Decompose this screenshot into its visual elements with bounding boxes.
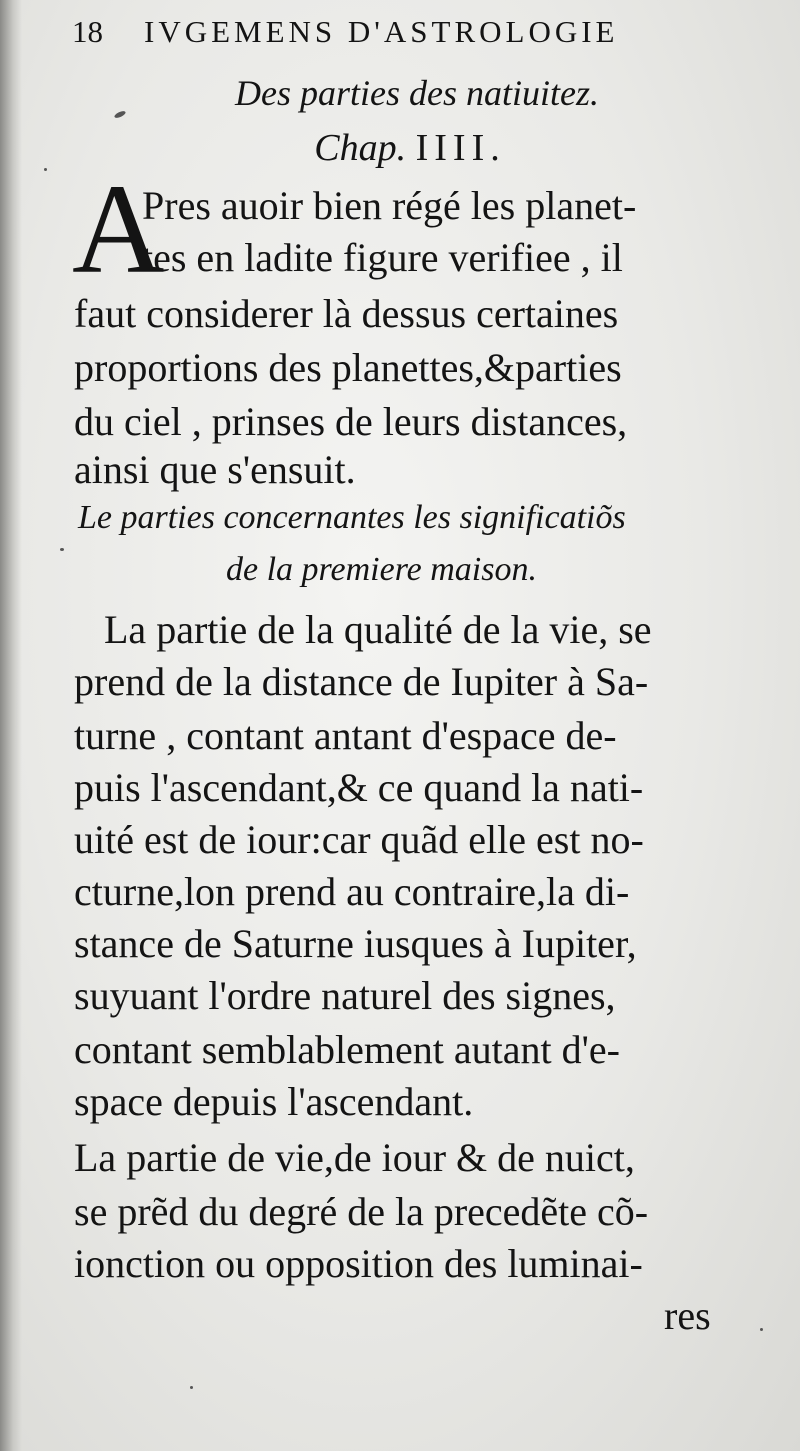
subheading-line: Le parties concernantes les significatiõs bbox=[78, 499, 626, 536]
ink-speck bbox=[44, 168, 47, 171]
paragraph2-line: cturne,lon prend au contraire,la di- bbox=[74, 869, 630, 914]
paragraph1-line: Pres auoir bien régé les planet- bbox=[142, 183, 637, 228]
paragraph2-line: stance de Saturne iusques à Iupiter, bbox=[74, 921, 637, 966]
paragraph2-line: prend de la distance de Iupiter à Sa- bbox=[74, 659, 649, 704]
paragraph3-line: se prẽd du degré de la precedẽte cõ- bbox=[74, 1189, 649, 1234]
paragraph2-line: La partie de la qualité de la vie, se bbox=[104, 607, 652, 652]
chapter-title: Des parties des natiuitez. bbox=[235, 73, 599, 113]
running-title: IVGEMENS D'ASTROLOGIE bbox=[144, 14, 619, 49]
paragraph2-line: puis l'ascendant,& ce quand la nati- bbox=[74, 765, 644, 810]
subheading-line: de la premiere maison. bbox=[226, 551, 537, 588]
page-number: 18 bbox=[72, 14, 103, 49]
paragraph1-line: tes en ladite figure verifiee , il bbox=[142, 235, 623, 280]
chapter-number: IIII. bbox=[415, 127, 506, 169]
paragraph2-line: contant semblablement autant d'e- bbox=[74, 1027, 620, 1072]
paragraph1-line: proportions des planettes,&parties bbox=[74, 345, 622, 390]
paragraph3-line: La partie de vie,de iour & de nuict, bbox=[74, 1135, 635, 1180]
paragraph3-line: ionction ou opposition des luminai- bbox=[74, 1241, 643, 1286]
paragraph1-line: du ciel , prinses de leurs distances, bbox=[74, 399, 628, 444]
catchword: res bbox=[664, 1293, 711, 1338]
ink-speck bbox=[760, 1328, 763, 1331]
drop-cap: A bbox=[72, 158, 165, 300]
ink-speck bbox=[60, 548, 64, 551]
paragraph2-line: suyuant l'ordre naturel des signes, bbox=[74, 973, 616, 1018]
paragraph1-line: faut considerer là dessus certaines bbox=[74, 291, 619, 336]
paragraph1-line: ainsi que s'ensuit. bbox=[74, 447, 356, 492]
chapter-label: Chap. bbox=[314, 127, 407, 169]
ink-speck bbox=[190, 1386, 193, 1389]
page-header bbox=[72, 14, 722, 58]
paragraph2-line: space depuis l'ascendant. bbox=[74, 1079, 474, 1124]
paragraph2-line: uité est de iour:car quãd elle est no- bbox=[74, 817, 644, 862]
paragraph2-line: turne , contant antant d'espace de- bbox=[74, 713, 617, 758]
